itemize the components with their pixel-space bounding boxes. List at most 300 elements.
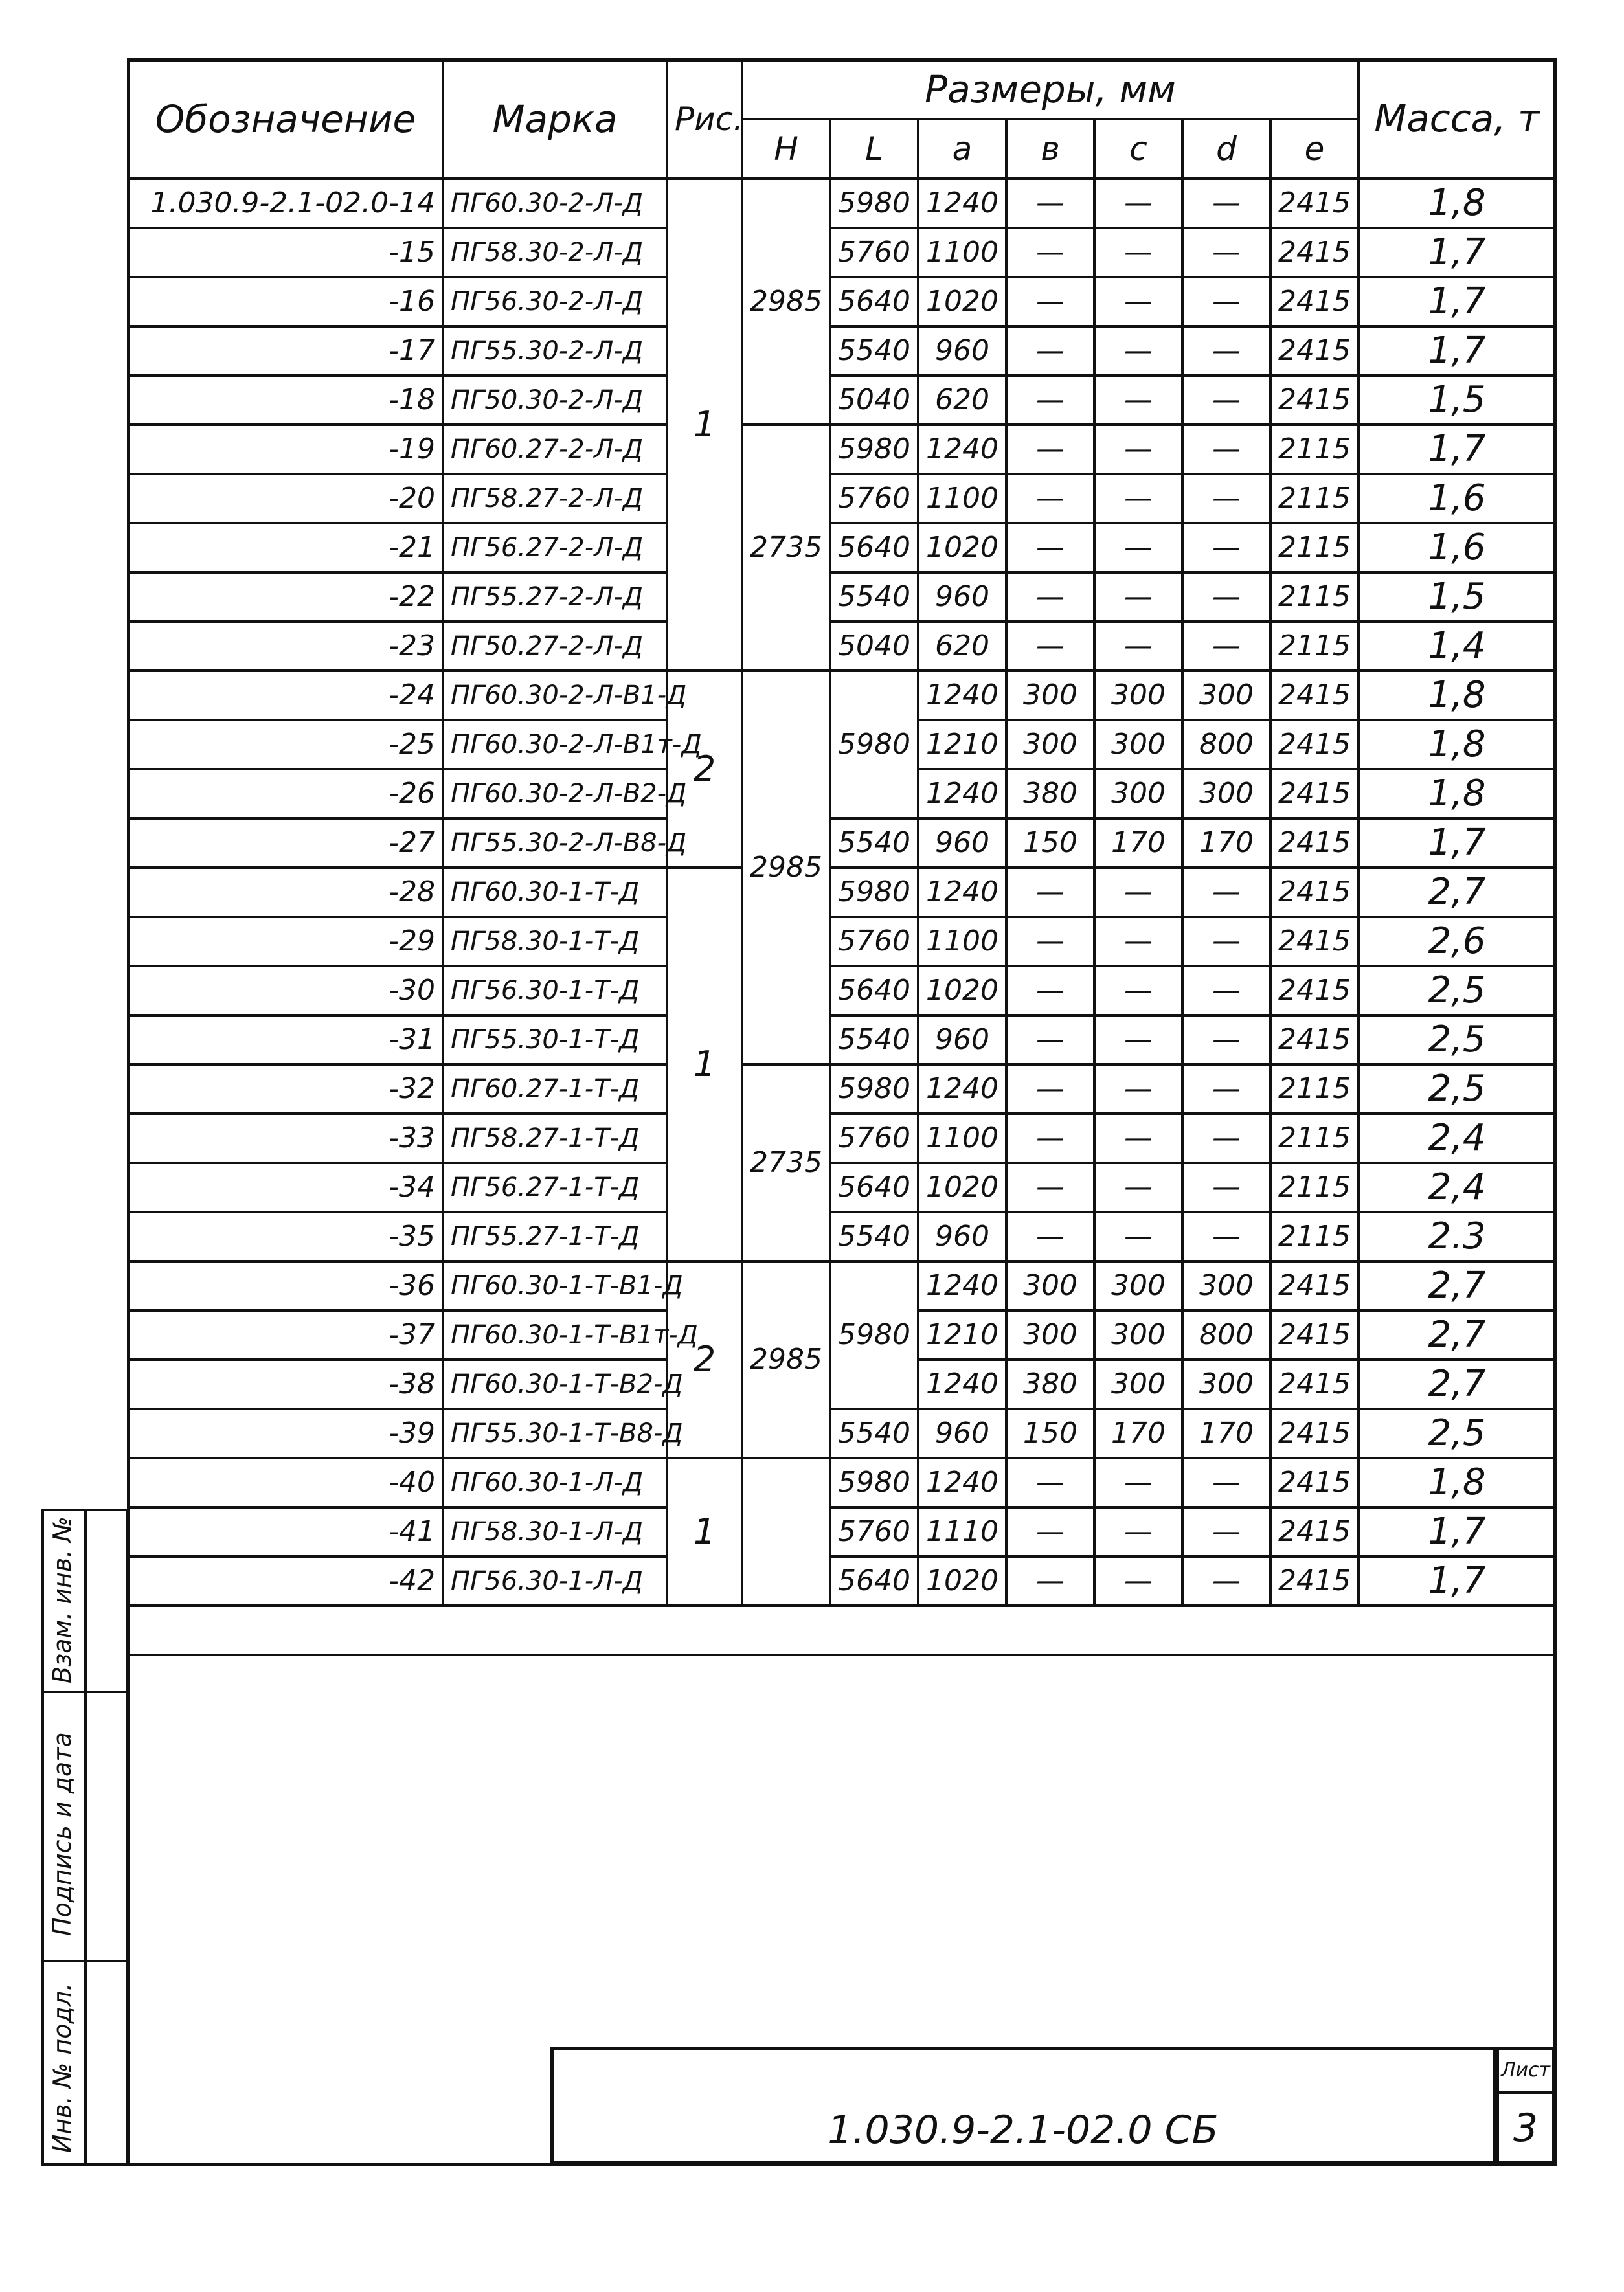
cell-a: 1020 bbox=[918, 277, 1006, 326]
cell-c: 300 bbox=[1094, 1310, 1182, 1360]
cell-l: 5040 bbox=[830, 622, 918, 671]
table-row bbox=[128, 277, 1555, 326]
cell-l: 5760 bbox=[830, 228, 918, 277]
cell-l: 5760 bbox=[830, 917, 918, 966]
cell-mark: ПГ55.30-2-Л-В8-Д bbox=[443, 818, 667, 868]
cell-a: 1020 bbox=[918, 1163, 1006, 1212]
table-row bbox=[128, 622, 1555, 671]
cell-b: — bbox=[1006, 326, 1094, 376]
cell-mass: 2.3 bbox=[1359, 1212, 1555, 1261]
cell-mark: ПГ55.27-1-Т-Д bbox=[443, 1212, 667, 1261]
table-row bbox=[128, 1409, 1555, 1458]
cell-b: 300 bbox=[1006, 1310, 1094, 1360]
cell-mark: ПГ55.30-1-Т-Д bbox=[443, 1015, 667, 1064]
cell-e: 2415 bbox=[1270, 1261, 1359, 1310]
cell-d: 300 bbox=[1182, 1261, 1270, 1310]
cell-d: — bbox=[1182, 572, 1270, 622]
cell-mark: ПГ56.30-1-Т-Д bbox=[443, 966, 667, 1015]
cell-d: — bbox=[1182, 425, 1270, 474]
cell-mark: ПГ56.27-1-Т-Д bbox=[443, 1163, 667, 1212]
cell-h: 2985 bbox=[742, 179, 830, 425]
side-stamp bbox=[41, 1509, 128, 2166]
cell-mark: ПГ60.30-1-Т-В1-Д bbox=[443, 1261, 667, 1310]
header-mark: Марка bbox=[443, 60, 667, 179]
cell-designation: -22 bbox=[128, 572, 443, 622]
cell-designation: -19 bbox=[128, 425, 443, 474]
table-row bbox=[128, 376, 1555, 425]
cell-e: 2115 bbox=[1270, 1212, 1359, 1261]
header-h: Н bbox=[742, 119, 830, 179]
cell-c: — bbox=[1094, 425, 1182, 474]
cell-b: — bbox=[1006, 1556, 1094, 1606]
cell-e: 2415 bbox=[1270, 818, 1359, 868]
cell-mark: ПГ60.27-1-Т-Д bbox=[443, 1064, 667, 1114]
table-row bbox=[128, 1556, 1555, 1606]
cell-a: 1020 bbox=[918, 966, 1006, 1015]
cell-h: 2735 bbox=[742, 425, 830, 671]
cell-designation: -24 bbox=[128, 671, 443, 720]
cell-b: — bbox=[1006, 1212, 1094, 1261]
cell-b: — bbox=[1006, 1163, 1094, 1212]
cell-mass: 1,7 bbox=[1359, 1507, 1555, 1556]
cell-mark: ПГ58.27-1-Т-Д bbox=[443, 1114, 667, 1163]
specification-table bbox=[127, 58, 1557, 1656]
cell-c: — bbox=[1094, 523, 1182, 572]
table-row bbox=[128, 425, 1555, 474]
cell-mark: ПГ60.30-1-Л-Д bbox=[443, 1458, 667, 1507]
cell-a: 1240 bbox=[918, 179, 1006, 228]
cell-l: 5640 bbox=[830, 523, 918, 572]
header-a: a bbox=[918, 119, 1006, 179]
cell-a: 1110 bbox=[918, 1507, 1006, 1556]
cell-l: 5980 bbox=[830, 671, 918, 818]
table-row bbox=[128, 1064, 1555, 1114]
cell-l: 5540 bbox=[830, 818, 918, 868]
table-row bbox=[128, 868, 1555, 917]
cell-a: 960 bbox=[918, 1212, 1006, 1261]
cell-c: — bbox=[1094, 966, 1182, 1015]
cell-a: 1210 bbox=[918, 1310, 1006, 1360]
cell-c: 170 bbox=[1094, 818, 1182, 868]
cell-e: 2415 bbox=[1270, 671, 1359, 720]
cell-l: 5760 bbox=[830, 1507, 918, 1556]
cell-b: — bbox=[1006, 572, 1094, 622]
cell-l: 5980 bbox=[830, 868, 918, 917]
cell-mass: 1,6 bbox=[1359, 474, 1555, 523]
cell-b: — bbox=[1006, 474, 1094, 523]
cell-l: 5760 bbox=[830, 474, 918, 523]
cell-l: 5980 bbox=[830, 425, 918, 474]
cell-d: 170 bbox=[1182, 1409, 1270, 1458]
cell-mass: 1,6 bbox=[1359, 523, 1555, 572]
cell-l: 5760 bbox=[830, 1114, 918, 1163]
table-row bbox=[128, 671, 1555, 720]
cell-l: 5640 bbox=[830, 277, 918, 326]
cell-mark: ПГ60.30-2-Л-В2-Д bbox=[443, 769, 667, 818]
cell-a: 1240 bbox=[918, 1360, 1006, 1409]
cell-mass: 2,5 bbox=[1359, 966, 1555, 1015]
cell-designation: 1.030.9-2.1-02.0-14 bbox=[128, 179, 443, 228]
cell-b: — bbox=[1006, 966, 1094, 1015]
cell-h: 2985 bbox=[742, 671, 830, 1064]
table-row bbox=[128, 1015, 1555, 1064]
cell-mark: ПГ50.27-2-Л-Д bbox=[443, 622, 667, 671]
cell-d: — bbox=[1182, 1507, 1270, 1556]
cell-designation: -36 bbox=[128, 1261, 443, 1310]
table-row bbox=[128, 179, 1555, 228]
cell-a: 620 bbox=[918, 376, 1006, 425]
cell-c: — bbox=[1094, 572, 1182, 622]
header-c: с bbox=[1094, 119, 1182, 179]
cell-d: — bbox=[1182, 1064, 1270, 1114]
table-row bbox=[128, 572, 1555, 622]
cell-d: — bbox=[1182, 228, 1270, 277]
cell-mark: ПГ60.30-1-Т-В1т-Д bbox=[443, 1310, 667, 1360]
cell-l: 5980 bbox=[830, 1458, 918, 1507]
cell-d: — bbox=[1182, 1212, 1270, 1261]
cell-l: 5540 bbox=[830, 572, 918, 622]
cell-designation: -37 bbox=[128, 1310, 443, 1360]
cell-designation: -30 bbox=[128, 966, 443, 1015]
cell-d: 300 bbox=[1182, 1360, 1270, 1409]
cell-c: — bbox=[1094, 1064, 1182, 1114]
cell-c: — bbox=[1094, 228, 1182, 277]
cell-b: — bbox=[1006, 1015, 1094, 1064]
side-label-sign: Подпись и дата bbox=[48, 1732, 76, 1936]
cell-designation: -26 bbox=[128, 769, 443, 818]
cell-e: 2415 bbox=[1270, 868, 1359, 917]
cell-d: 300 bbox=[1182, 671, 1270, 720]
cell-designation: -42 bbox=[128, 1556, 443, 1606]
cell-mark: ПГ55.30-1-Т-В8-Д bbox=[443, 1409, 667, 1458]
cell-mark: ПГ56.27-2-Л-Д bbox=[443, 523, 667, 572]
cell-designation: -18 bbox=[128, 376, 443, 425]
cell-l: 5640 bbox=[830, 966, 918, 1015]
cell-b: 300 bbox=[1006, 1261, 1094, 1310]
cell-l: 5540 bbox=[830, 1409, 918, 1458]
cell-b: 150 bbox=[1006, 818, 1094, 868]
cell-designation: -35 bbox=[128, 1212, 443, 1261]
side-label-replace: Взам. инв. № bbox=[48, 1516, 76, 1683]
cell-l: 5980 bbox=[830, 1261, 918, 1409]
cell-mark: ПГ60.30-1-Т-В2-Д bbox=[443, 1360, 667, 1409]
cell-l: 5980 bbox=[830, 1064, 918, 1114]
cell-c: — bbox=[1094, 1507, 1182, 1556]
cell-mass: 2,7 bbox=[1359, 868, 1555, 917]
cell-mass: 1,8 bbox=[1359, 720, 1555, 769]
header-e: е bbox=[1270, 119, 1359, 179]
cell-mark: ПГ60.30-2-Л-Д bbox=[443, 179, 667, 228]
table-row bbox=[128, 228, 1555, 277]
table-row bbox=[128, 1458, 1555, 1507]
cell-c: — bbox=[1094, 179, 1182, 228]
cell-designation: -23 bbox=[128, 622, 443, 671]
cell-e: 2415 bbox=[1270, 179, 1359, 228]
cell-c: — bbox=[1094, 376, 1182, 425]
cell-mass: 2,4 bbox=[1359, 1114, 1555, 1163]
cell-a: 1020 bbox=[918, 523, 1006, 572]
sheet-number: 3 bbox=[1513, 2106, 1539, 2151]
cell-d: — bbox=[1182, 474, 1270, 523]
cell-e: 2415 bbox=[1270, 1458, 1359, 1507]
cell-mass: 1,8 bbox=[1359, 769, 1555, 818]
table-row bbox=[128, 523, 1555, 572]
cell-b: — bbox=[1006, 376, 1094, 425]
cell-c: — bbox=[1094, 326, 1182, 376]
cell-mass: 1,7 bbox=[1359, 425, 1555, 474]
cell-a: 1240 bbox=[918, 1458, 1006, 1507]
cell-c: — bbox=[1094, 1163, 1182, 1212]
cell-designation: -27 bbox=[128, 818, 443, 868]
cell-b: — bbox=[1006, 277, 1094, 326]
cell-c: — bbox=[1094, 474, 1182, 523]
table-row bbox=[128, 966, 1555, 1015]
cell-c: — bbox=[1094, 277, 1182, 326]
cell-designation: -40 bbox=[128, 1458, 443, 1507]
cell-d: 800 bbox=[1182, 720, 1270, 769]
cell-a: 1240 bbox=[918, 425, 1006, 474]
table-row bbox=[128, 1114, 1555, 1163]
cell-b: — bbox=[1006, 523, 1094, 572]
document-code: 1.030.9-2.1-02.0 СБ bbox=[828, 2107, 1219, 2153]
cell-d: — bbox=[1182, 1015, 1270, 1064]
cell-mark: ПГ58.30-1-Т-Д bbox=[443, 917, 667, 966]
cell-e: 2415 bbox=[1270, 376, 1359, 425]
header-b: в bbox=[1006, 119, 1094, 179]
cell-designation: -34 bbox=[128, 1163, 443, 1212]
cell-mark: ПГ50.30-2-Л-Д bbox=[443, 376, 667, 425]
cell-mass: 2,5 bbox=[1359, 1015, 1555, 1064]
cell-designation: -21 bbox=[128, 523, 443, 572]
cell-mass: 1,7 bbox=[1359, 818, 1555, 868]
cell-d: — bbox=[1182, 523, 1270, 572]
cell-e: 2415 bbox=[1270, 966, 1359, 1015]
cell-mark: ПГ60.30-2-Л-В1-Д bbox=[443, 671, 667, 720]
cell-d: — bbox=[1182, 868, 1270, 917]
cell-mass: 1,8 bbox=[1359, 179, 1555, 228]
cell-designation: -41 bbox=[128, 1507, 443, 1556]
cell-e: 2115 bbox=[1270, 523, 1359, 572]
sheet-number-divider bbox=[1496, 2091, 1555, 2094]
cell-fig: 1 bbox=[667, 1458, 742, 1606]
cell-b: — bbox=[1006, 425, 1094, 474]
cell-d: — bbox=[1182, 326, 1270, 376]
cell-mass: 2,4 bbox=[1359, 1163, 1555, 1212]
cell-b: 380 bbox=[1006, 1360, 1094, 1409]
cell-fig: 1 bbox=[667, 868, 742, 1261]
cell-a: 1240 bbox=[918, 1261, 1006, 1310]
cell-designation: -31 bbox=[128, 1015, 443, 1064]
cell-e: 2415 bbox=[1270, 1409, 1359, 1458]
cell-d: — bbox=[1182, 1556, 1270, 1606]
table-row bbox=[128, 818, 1555, 868]
cell-mass: 2,5 bbox=[1359, 1409, 1555, 1458]
cell-designation: -38 bbox=[128, 1360, 443, 1409]
cell-b: — bbox=[1006, 179, 1094, 228]
cell-e: 2115 bbox=[1270, 1114, 1359, 1163]
cell-b: — bbox=[1006, 1507, 1094, 1556]
cell-h bbox=[742, 1458, 830, 1606]
cell-b: — bbox=[1006, 917, 1094, 966]
cell-b: 300 bbox=[1006, 720, 1094, 769]
cell-l: 5640 bbox=[830, 1163, 918, 1212]
cell-e: 2415 bbox=[1270, 1507, 1359, 1556]
cell-mark: ПГ58.30-1-Л-Д bbox=[443, 1507, 667, 1556]
cell-e: 2415 bbox=[1270, 1015, 1359, 1064]
cell-a: 1100 bbox=[918, 228, 1006, 277]
cell-designation: -29 bbox=[128, 917, 443, 966]
cell-b: — bbox=[1006, 1458, 1094, 1507]
header-l: L bbox=[830, 119, 918, 179]
cell-c: — bbox=[1094, 1212, 1182, 1261]
cell-c: — bbox=[1094, 1114, 1182, 1163]
cell-b: — bbox=[1006, 1064, 1094, 1114]
cell-a: 1020 bbox=[918, 1556, 1006, 1606]
cell-a: 960 bbox=[918, 326, 1006, 376]
cell-e: 2115 bbox=[1270, 425, 1359, 474]
cell-mark: ПГ60.30-1-Т-Д bbox=[443, 868, 667, 917]
cell-mark: ПГ58.30-2-Л-Д bbox=[443, 228, 667, 277]
cell-designation: -16 bbox=[128, 277, 443, 326]
cell-mark: ПГ60.27-2-Л-Д bbox=[443, 425, 667, 474]
cell-b: — bbox=[1006, 228, 1094, 277]
cell-a: 1100 bbox=[918, 1114, 1006, 1163]
cell-mass: 2,6 bbox=[1359, 917, 1555, 966]
cell-a: 960 bbox=[918, 818, 1006, 868]
cell-e: 2415 bbox=[1270, 326, 1359, 376]
cell-c: 300 bbox=[1094, 769, 1182, 818]
cell-mass: 1,5 bbox=[1359, 376, 1555, 425]
sheet-label: Лист bbox=[1500, 2059, 1551, 2082]
header-fig: Рис. bbox=[667, 60, 742, 179]
cell-a: 960 bbox=[918, 1015, 1006, 1064]
cell-e: 2415 bbox=[1270, 228, 1359, 277]
cell-c: — bbox=[1094, 1556, 1182, 1606]
cell-l: 5040 bbox=[830, 376, 918, 425]
table-row bbox=[128, 1261, 1555, 1310]
cell-d: 300 bbox=[1182, 769, 1270, 818]
cell-designation: -28 bbox=[128, 868, 443, 917]
cell-l: 5980 bbox=[830, 179, 918, 228]
cell-b: — bbox=[1006, 622, 1094, 671]
cell-c: 300 bbox=[1094, 671, 1182, 720]
cell-l: 5640 bbox=[830, 1556, 918, 1606]
cell-d: — bbox=[1182, 179, 1270, 228]
cell-c: 300 bbox=[1094, 1360, 1182, 1409]
cell-e: 2115 bbox=[1270, 474, 1359, 523]
cell-c: 300 bbox=[1094, 1261, 1182, 1310]
cell-mass: 1,7 bbox=[1359, 1556, 1555, 1606]
cell-c: — bbox=[1094, 917, 1182, 966]
cell-e: 2115 bbox=[1270, 1163, 1359, 1212]
side-label-inv: Инв. № подл. bbox=[48, 1983, 76, 2153]
cell-c: — bbox=[1094, 868, 1182, 917]
cell-h: 2985 bbox=[742, 1261, 830, 1458]
cell-e: 2415 bbox=[1270, 720, 1359, 769]
cell-a: 1240 bbox=[918, 769, 1006, 818]
table-row bbox=[128, 1507, 1555, 1556]
cell-e: 2415 bbox=[1270, 769, 1359, 818]
cell-a: 1100 bbox=[918, 474, 1006, 523]
cell-d: — bbox=[1182, 376, 1270, 425]
cell-d: 170 bbox=[1182, 818, 1270, 868]
cell-a: 1210 bbox=[918, 720, 1006, 769]
cell-l: 5540 bbox=[830, 1015, 918, 1064]
cell-designation: -39 bbox=[128, 1409, 443, 1458]
cell-l: 5540 bbox=[830, 326, 918, 376]
cell-mass: 1,7 bbox=[1359, 228, 1555, 277]
cell-c: — bbox=[1094, 1015, 1182, 1064]
cell-d: — bbox=[1182, 277, 1270, 326]
cell-mass: 1,5 bbox=[1359, 572, 1555, 622]
cell-b: 300 bbox=[1006, 671, 1094, 720]
cell-d: — bbox=[1182, 1163, 1270, 1212]
cell-mark: ПГ58.27-2-Л-Д bbox=[443, 474, 667, 523]
cell-mark: ПГ56.30-2-Л-Д bbox=[443, 277, 667, 326]
cell-d: — bbox=[1182, 1458, 1270, 1507]
cell-a: 960 bbox=[918, 1409, 1006, 1458]
cell-c: — bbox=[1094, 622, 1182, 671]
header-mass: Масса, т bbox=[1359, 60, 1555, 179]
cell-e: 2115 bbox=[1270, 622, 1359, 671]
cell-designation: -25 bbox=[128, 720, 443, 769]
cell-fig: 2 bbox=[667, 1261, 742, 1458]
header-d: d bbox=[1182, 119, 1270, 179]
cell-mark: ПГ56.30-1-Л-Д bbox=[443, 1556, 667, 1606]
cell-a: 960 bbox=[918, 572, 1006, 622]
cell-d: 800 bbox=[1182, 1310, 1270, 1360]
table-row bbox=[128, 1163, 1555, 1212]
cell-l: 5540 bbox=[830, 1212, 918, 1261]
cell-b: 150 bbox=[1006, 1409, 1094, 1458]
cell-mark: ПГ55.30-2-Л-Д bbox=[443, 326, 667, 376]
cell-fig: 2 bbox=[667, 671, 742, 868]
cell-c: — bbox=[1094, 1458, 1182, 1507]
header-designation: Обозначение bbox=[128, 60, 443, 179]
cell-mass: 2,5 bbox=[1359, 1064, 1555, 1114]
table-row bbox=[128, 1212, 1555, 1261]
cell-mark: ПГ55.27-2-Л-Д bbox=[443, 572, 667, 622]
table-row bbox=[128, 474, 1555, 523]
cell-designation: -32 bbox=[128, 1064, 443, 1114]
cell-d: — bbox=[1182, 1114, 1270, 1163]
cell-e: 2415 bbox=[1270, 277, 1359, 326]
cell-b: — bbox=[1006, 1114, 1094, 1163]
cell-mass: 1,4 bbox=[1359, 622, 1555, 671]
cell-mass: 2,7 bbox=[1359, 1261, 1555, 1310]
cell-e: 2415 bbox=[1270, 1310, 1359, 1360]
cell-designation: -15 bbox=[128, 228, 443, 277]
cell-b: — bbox=[1006, 868, 1094, 917]
cell-designation: -17 bbox=[128, 326, 443, 376]
cell-d: — bbox=[1182, 917, 1270, 966]
cell-mass: 1,7 bbox=[1359, 277, 1555, 326]
cell-d: — bbox=[1182, 966, 1270, 1015]
cell-mass: 1,8 bbox=[1359, 671, 1555, 720]
cell-e: 2115 bbox=[1270, 572, 1359, 622]
cell-e: 2415 bbox=[1270, 1556, 1359, 1606]
cell-a: 620 bbox=[918, 622, 1006, 671]
cell-mass: 2,7 bbox=[1359, 1360, 1555, 1409]
cell-c: 170 bbox=[1094, 1409, 1182, 1458]
table-row bbox=[128, 326, 1555, 376]
cell-e: 2415 bbox=[1270, 1360, 1359, 1409]
cell-a: 1240 bbox=[918, 1064, 1006, 1114]
cell-designation: -33 bbox=[128, 1114, 443, 1163]
cell-a: 1240 bbox=[918, 671, 1006, 720]
cell-fig: 1 bbox=[667, 179, 742, 671]
cell-e: 2415 bbox=[1270, 917, 1359, 966]
